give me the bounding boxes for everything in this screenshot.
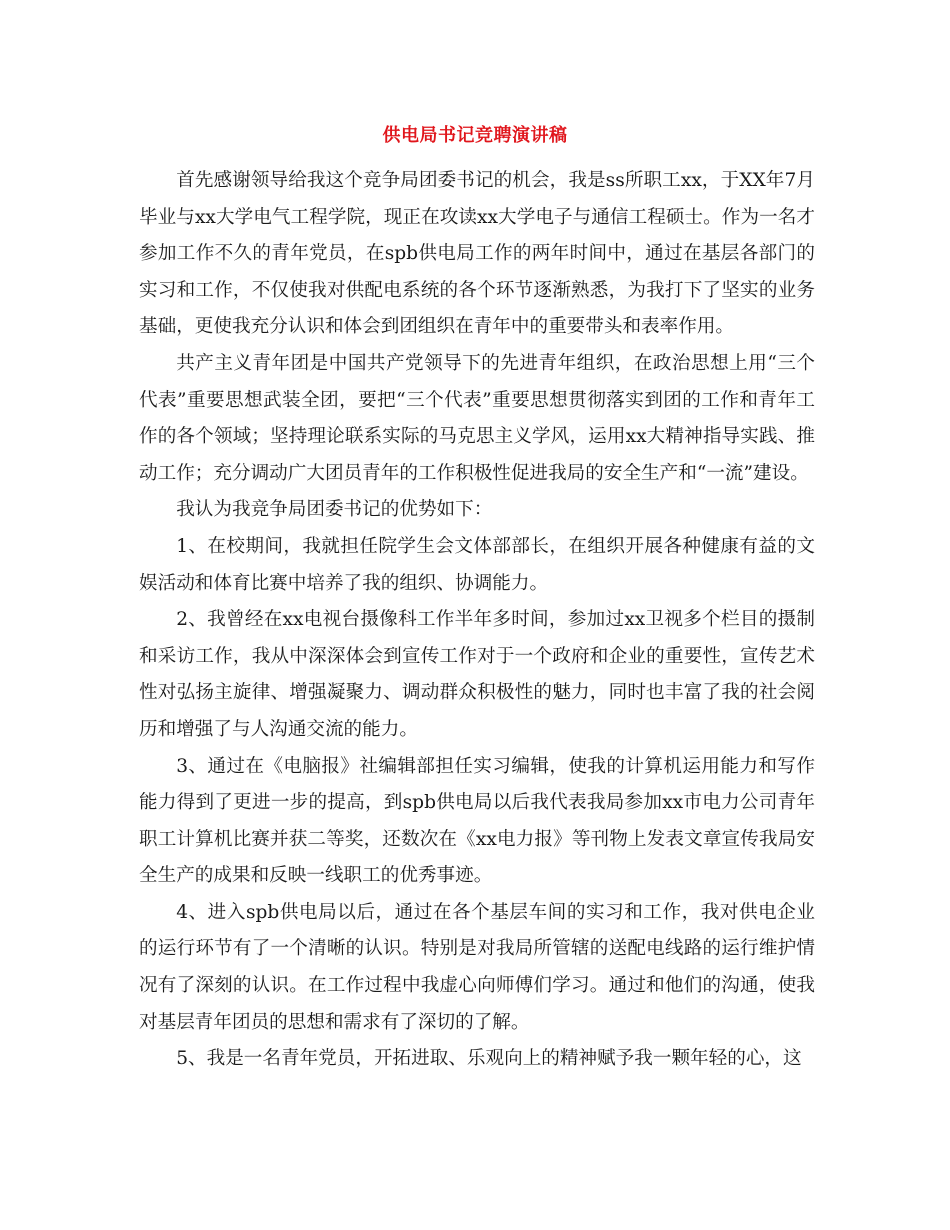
document-title: 供电局书记竞聘演讲稿 (382, 125, 568, 146)
paragraph-intro: 首先感谢领导给我这个竞争局团委书记的机会，我是ss所职工xx，于XX年7月毕业与xx大学电气工程学院，现正在攻读xx大学电子与通信工程硕士。作为一名才参加工作不久的青年党员，在spb供电局工作的两年时间中，通过在基层各部门的实习和工作，不仅使我对供配电系统的各个环节逐渐熟悉，为我打下了坚实的业务基础，更使我充分认识和体会到团组织在青年中的重要带头和表率作用。 (139, 170, 815, 338)
paragraph-advantage-2: 2、我曾经在xx电视台摄像科工作半年多时间，参加过xx卫视多个栏目的摄制和采访工作，我从中深深体会到宣传工作对于一个政府和企业的重要性，宣传艺术性对弘扬主旋律、增强凝聚力、调动群众积极性的魅力，同时也丰富了我的社会阅历和增强了与人沟通交流的能力。 (139, 609, 815, 740)
paragraph-advantage-5: 5、我是一名青年党员，开拓进取、乐观向上的精神赋予我一颗年轻的心，这 (176, 1048, 802, 1070)
paragraph-advantage-3: 3、通过在《电脑报》社编辑部担任实习编辑，使我的计算机运用能力和写作能力得到了更进一步的提高，到spb供电局以后我代表我局参加xx市电力公司青年职工计算机比赛并获二等奖，还数次在《xx电力报》等刊物上发表文章宣传我局安全生产的成果和反映一线职工的优秀事迹。 (139, 755, 815, 887)
paragraph-advantages-heading: 我认为我竞争局团委书记的优势如下： (176, 499, 493, 521)
paragraph-advantage-1: 1、在校期间，我就担任院学生会文体部部长，在组织开展各种健康有益的文娱活动和体育比赛中培养了我的组织、协调能力。 (139, 535, 815, 594)
paragraph-youth-league: 共产主义青年团是中国共产党领导下的先进青年组织，在政治思想上用“三个代表”重要思想武装全团，要把“三个代表”重要思想贯彻落实到团的工作和青年工作的各个领域；坚持理论联系实际的马克思主义学风，运用xx大精神指导实践、推动工作；充分调动广大团员青年的工作积极性促进我局的安全生产和“一流”建设。 (139, 352, 815, 484)
paragraph-advantage-4: 4、进入spb供电局以后，通过在各个基层车间的实习和工作，我对供电企业的运行环节有了一个清晰的认识。特别是对我局所管辖的送配电线路的运行维护情况有了深刻的认识。在工作过程中我虚心向师傅们学习。通过和他们的沟通，使我对基层青年团员的思想和需求有了深切的了解。 (139, 901, 815, 1033)
document-body (139, 163, 815, 1078)
